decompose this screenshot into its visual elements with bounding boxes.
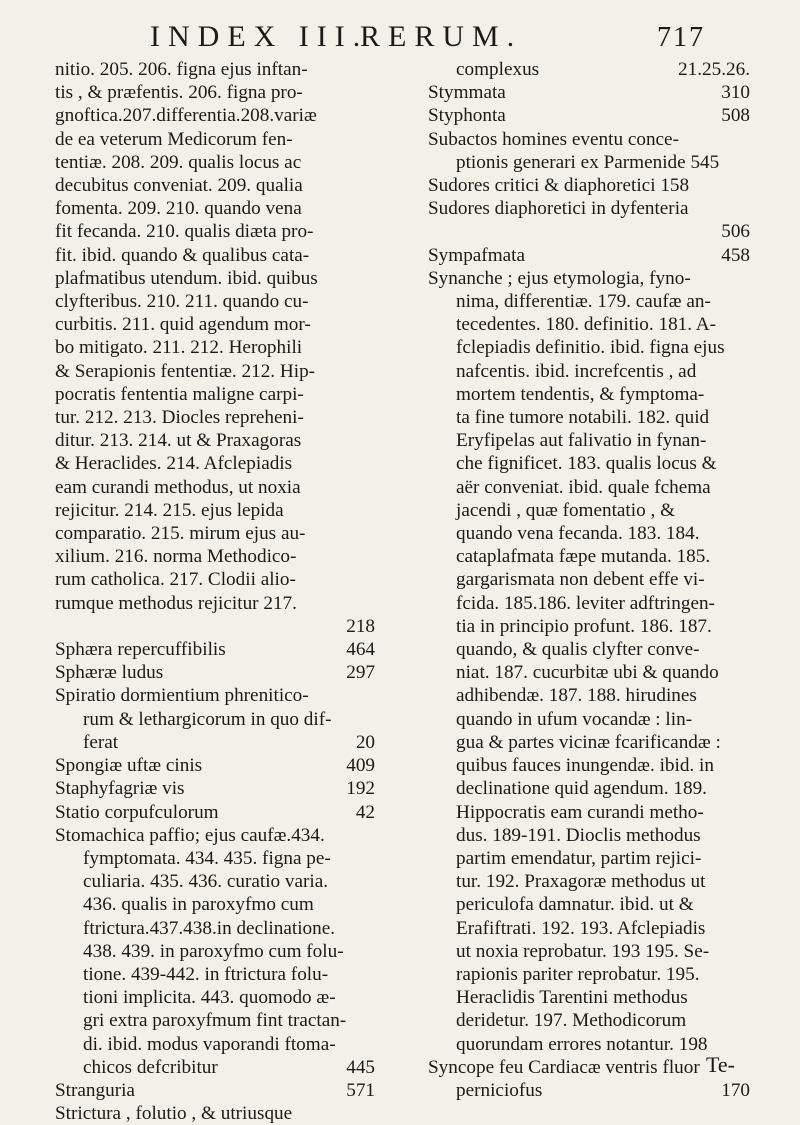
index-line: eam curandi methodus, ut noxia (55, 476, 301, 498)
entry-page: 42 (355, 801, 375, 823)
right-column (428, 58, 750, 1102)
index-line: Heraclidis Tarentini methodus (456, 987, 688, 1009)
index-line: Subactos homines eventu conce- (428, 128, 679, 150)
entry-page: 464 (346, 639, 375, 661)
index-line: Sudores diaphoretici in dyfenteria (428, 198, 689, 220)
entry-term: Sympafmata (428, 244, 525, 266)
index-line: nitio. 205. 206. figna ejus inftan- (55, 59, 308, 80)
index-line: tecedentes. 180. definitio. 181. A- (456, 314, 717, 336)
index-entry (428, 104, 750, 127)
index-entry (428, 58, 750, 81)
entry-term: Spongiæ uftæ cinis (55, 755, 203, 777)
index-entry (55, 754, 375, 777)
entry-page: 409 (346, 755, 375, 777)
index-line: mortem tendentis, & fymptoma- (456, 383, 705, 405)
index-line: fomenta. 209. 210. quando vena (55, 198, 302, 220)
index-line: ut noxia reprobatur. 193 195. Se- (456, 940, 710, 962)
index-entry (55, 661, 375, 684)
index-line: plafmatibus utendum. ibid. quibus (55, 267, 318, 289)
index-line: aër conveniat. ibid. quale fchema (456, 476, 711, 498)
entry-page: 310 (721, 82, 750, 104)
index-line: comparatio. 215. mirum ejus au- (55, 523, 306, 545)
index-entry (428, 244, 750, 267)
index-line: di. ibid. modus vaporandi ftoma- (83, 1033, 336, 1055)
index-line: ptionis generari ex Parmenide 545 (456, 151, 720, 173)
index-line: ditur. 213. 214. ut & Praxagoras (55, 430, 302, 452)
index-entry (428, 1079, 750, 1102)
index-line: gua & partes vicinæ fcarificandæ : (456, 731, 721, 753)
index-line: Eryfipelas aut falivatio in fynan- (456, 430, 707, 452)
index-line: fymptomata. 434. 435. figna pe- (83, 847, 331, 869)
index-line: tia in principio profunt. 186. 187. (456, 615, 712, 637)
index-line: ta fine tumore notabili. 182. quid (456, 407, 710, 429)
index-line: Stomachica paffio; ejus caufæ.434. (55, 824, 325, 846)
index-line: ftrictura.437.438.in declinatione. (83, 917, 336, 939)
index-line: niat. 187. cucurbitæ ubi & quando (456, 662, 719, 684)
index-line: nafcentis. ibid. increfcentis , ad (456, 360, 697, 382)
index-line: 436. qualis in paroxyfmo cum (83, 894, 314, 916)
index-line: curbitis. 211. quid agendum mor- (55, 314, 311, 336)
index-entry (55, 731, 375, 754)
running-header (150, 14, 750, 64)
entry-page: 458 (721, 244, 750, 266)
index-entry (55, 801, 375, 824)
index-line: nima, differentiæ. 179. caufæ an- (456, 291, 711, 313)
index-line: jacendi , quæ fomentatio , & (456, 499, 676, 521)
index-line: quando vena fecanda. 183. 184. (456, 523, 700, 545)
index-line: adhibendæ. 187. 188. hirudines (456, 685, 697, 707)
header-left-title: INDEX III. (150, 20, 369, 53)
index-entry (428, 81, 750, 104)
index-line: deridetur. 197. Methodicorum (456, 1010, 687, 1032)
entry-page: 21.25.26. (678, 59, 750, 80)
index-line: tione. 439-442. in ftrictura folu- (83, 963, 329, 985)
index-line: quibus fauces inungendæ. ibid. in (456, 755, 714, 777)
header-right-title: RERUM. (360, 20, 523, 53)
index-line: fcida. 185.186. leviter adftringen- (456, 592, 715, 614)
index-line: Erafiftrati. 192. 193. Afclepiadis (456, 917, 706, 939)
index-line: clyfteribus. 210. 211. quando cu- (55, 291, 309, 313)
index-entry (55, 638, 375, 661)
index-line: gnoftica.207.differentia.208.variæ (55, 105, 317, 127)
entry-term: chicos defcribitur (83, 1056, 218, 1078)
index-entry (55, 1079, 375, 1102)
entry-term: perniciofus (456, 1079, 543, 1101)
index-line: periculofa damnatur. ibid. ut & (456, 894, 694, 916)
index-line: & Serapionis fententiæ. 212. Hip- (55, 360, 316, 382)
entry-term: Sphæra repercuffibilis (55, 639, 226, 661)
index-entry (55, 1056, 375, 1079)
index-line: tur. 212. 213. Diocles repreheni- (55, 407, 304, 429)
index-line: quando, & qualis clyfter conve- (456, 639, 700, 661)
index-line: decubitus conveniat. 209. qualia (55, 175, 303, 197)
index-line: bo mitigato. 211. 212. Herophili (55, 337, 303, 359)
entry-term: Staphyfagriæ vis (55, 778, 185, 800)
index-line: che fignificet. 183. qualis locus & (456, 453, 717, 475)
entry-term: Stranguria (55, 1079, 135, 1101)
index-line: Sudores critici & diaphoretici 158 (428, 175, 690, 197)
entry-page: 297 (346, 662, 375, 684)
index-line: xilium. 216. norma Methodico- (55, 546, 297, 568)
entry-page: 170 (721, 1079, 750, 1101)
entry-term: complexus (456, 59, 540, 80)
index-line: gri extra paroxyfmum fint tractan- (83, 1010, 347, 1032)
entry-term: Stymmata (428, 82, 506, 104)
index-line: Synanche ; ejus etymologia, fyno- (428, 267, 691, 289)
index-line: Syncope feu Cardiacæ ventris fluor (428, 1056, 700, 1078)
entry-page: 218 (346, 615, 375, 637)
entry-page: 571 (346, 1079, 375, 1101)
index-line: fit. ibid. quando & qualibus cata- (55, 244, 310, 266)
index-line: 438. 439. in paroxyfmo cum folu- (83, 940, 344, 962)
index-line: tentiæ. 208. 209. qualis locus ac (55, 151, 302, 173)
index-line: culiaria. 435. 436. curatio varia. (83, 871, 329, 893)
index-line: tis , & præfentis. 206. figna pro- (55, 82, 303, 104)
catchword: Te- (706, 1052, 735, 1077)
index-line: rumque methodus rejicitur 217. (55, 592, 297, 614)
index-line: quando in ufum vocandæ : lin- (456, 708, 693, 730)
entry-page: 506 (721, 221, 750, 243)
index-line: quorundam errores notantur. 198 (456, 1033, 708, 1055)
entry-page: 445 (346, 1056, 375, 1078)
index-entry (55, 777, 375, 800)
index-line: tur. 192. Praxagoræ methodus ut (456, 871, 706, 893)
index-line: gargarismata non debent effe vi- (456, 569, 705, 591)
index-line: rejicitur. 214. 215. ejus lepida (55, 499, 284, 521)
entry-page: 192 (346, 778, 375, 800)
index-line: rum & lethargicorum in quo dif- (83, 708, 332, 730)
index-line: & Heraclides. 214. Afclepiadis (55, 453, 293, 475)
entry-term: Styphonta (428, 105, 506, 127)
page-number: 717 (657, 22, 705, 53)
index-line: tioni implicita. 443. quomodo æ- (83, 987, 336, 1009)
left-column (55, 58, 375, 1125)
entry-term: ferat (83, 731, 119, 753)
index-line: Spiratio dormientium phrenitico- (55, 685, 309, 707)
index-line: partim emendatur, partim rejici- (456, 847, 702, 869)
entry-term: Statio corpufculorum (55, 801, 219, 823)
entry-term: Sphæræ ludus (55, 662, 164, 684)
index-line: declinatione quid agendum. 189. (456, 778, 707, 800)
entry-page: 508 (721, 105, 750, 127)
index-line: fclepiadis definitio. ibid. figna ejus (456, 337, 725, 359)
entry-page: 20 (355, 731, 375, 753)
index-line: de ea veterum Medicorum fen- (55, 128, 293, 150)
index-line: fit fecanda. 210. qualis diæta pro- (55, 221, 314, 243)
index-line: pocratis fententia maligne carpi- (55, 383, 304, 405)
index-line: Hippocratis eam curandi metho- (456, 801, 704, 823)
index-line: dus. 189-191. Dioclis methodus (456, 824, 701, 846)
index-line: Strictura , folutio , & utriusque (55, 1103, 293, 1125)
index-line: rapionis pariter reprobatur. 195. (456, 963, 700, 985)
index-line: rum catholica. 217. Clodii alio- (55, 569, 296, 591)
index-line: cataplafmata fæpe mutanda. 185. (456, 546, 711, 568)
